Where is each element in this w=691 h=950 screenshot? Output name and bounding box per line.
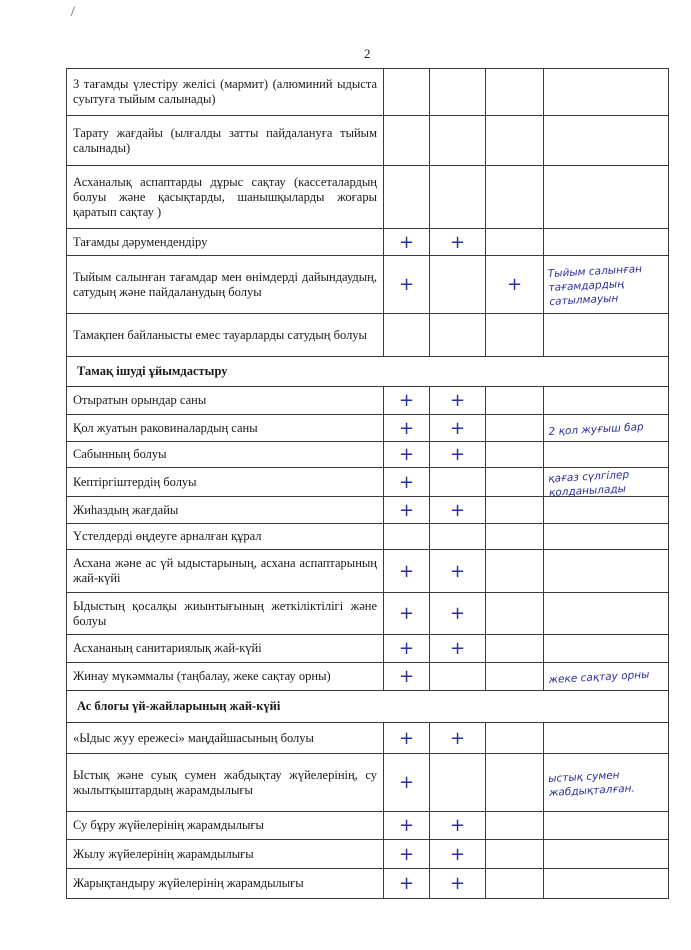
table-row (67, 635, 669, 663)
check-mark: + (430, 550, 486, 593)
check-mark (430, 468, 486, 497)
check-mark (486, 593, 544, 635)
handwritten-note: Тыйым салынған тағамдардың сатылмауын (542, 252, 670, 316)
check-mark (486, 663, 544, 691)
check-mark (430, 754, 486, 812)
check-mark: + (430, 497, 486, 524)
check-mark (486, 524, 544, 550)
table-row (67, 593, 669, 635)
table-row (67, 166, 669, 229)
check-mark: + (384, 550, 430, 593)
row-label: Асхананың санитариялық жай-күйі (67, 635, 384, 663)
check-mark: + (384, 442, 430, 468)
check-mark (384, 314, 430, 357)
check-mark: + (384, 869, 430, 899)
row-label: Кептіргіштердің болуы (67, 468, 384, 497)
check-mark (430, 663, 486, 691)
check-mark (384, 524, 430, 550)
row-label: Қол жуатын раковиналардың саны (67, 415, 384, 442)
handwritten-note (542, 162, 670, 231)
check-mark: + (384, 754, 430, 812)
check-mark: + (430, 593, 486, 635)
check-mark (486, 840, 544, 869)
row-label: Жылу жүйелерінің жарамдылығы (67, 840, 384, 869)
check-mark (384, 116, 430, 166)
check-mark (486, 116, 544, 166)
handwritten-note (542, 546, 669, 595)
check-mark (486, 415, 544, 442)
row-label: Сабынның болуы (67, 442, 384, 468)
row-label: Ыдыстың қосалқы жиынтығының жеткіліктілігі және болуы (67, 593, 384, 635)
row-label: Тағамды дәрумендендіру (67, 229, 384, 256)
check-mark: + (430, 723, 486, 754)
row-label: Асханалық аспаптарды дұрыс сақтау (кассеталардың болуы және қасықтарды, шанышқыларды жоғары қаратып сақтау ) (67, 166, 384, 229)
page-number: 2 (364, 46, 371, 61)
table-row (67, 116, 669, 166)
check-mark (486, 497, 544, 524)
check-mark (430, 314, 486, 357)
check-mark: + (384, 468, 430, 497)
section-row (67, 357, 669, 387)
section-heading: Ас блогы үй-жайларының жай-күйі (67, 691, 669, 723)
section-row (67, 691, 669, 723)
check-mark: + (384, 840, 430, 869)
check-mark: + (430, 387, 486, 415)
table-row (67, 869, 669, 899)
check-mark: + (384, 723, 430, 754)
check-mark (430, 69, 486, 116)
row-label: 3 тағамды үлестіру желісі (мармит) (алюминий ыдыста суытуға тыйым салынады) (67, 69, 384, 116)
check-mark (430, 166, 486, 229)
check-mark (486, 166, 544, 229)
handwritten-note (542, 589, 669, 637)
check-mark: + (384, 635, 430, 663)
check-mark (486, 550, 544, 593)
check-mark (486, 442, 544, 468)
check-mark: + (430, 415, 486, 442)
check-mark: + (486, 256, 544, 314)
row-label: Тарату жағдайы (ылғалды затты пайдалануға тыйым салынады) (67, 116, 384, 166)
check-mark (486, 229, 544, 256)
check-mark: + (384, 497, 430, 524)
table-row (67, 663, 669, 691)
handwritten-note: ыстық сумен жабдықталған. (542, 750, 670, 814)
check-mark: + (384, 663, 430, 691)
row-label: Тамақпен байланысты емес тауарларды сатудың болуы (67, 314, 384, 357)
check-mark: + (430, 840, 486, 869)
table-row (67, 229, 669, 256)
table-row (67, 256, 669, 314)
handwritten-note (542, 310, 669, 359)
check-mark: + (430, 229, 486, 256)
check-mark: + (384, 387, 430, 415)
check-mark: + (430, 812, 486, 840)
check-mark (430, 256, 486, 314)
inspection-checklist-table (66, 68, 669, 899)
check-mark (384, 69, 430, 116)
row-label: Жинау мүкәммалы (таңбалау, жеке сақтау орны) (67, 663, 384, 691)
table-row (67, 497, 669, 524)
check-mark (486, 812, 544, 840)
handwritten-note: 2 қол жуғыш бар (543, 411, 669, 445)
table-row (67, 314, 669, 357)
table-row (67, 812, 669, 840)
check-mark (486, 314, 544, 357)
handwritten-note (543, 865, 669, 902)
row-label: Үстелдерді өңдеуге арналған құрал (67, 524, 384, 550)
row-label: Асхана және ас үй ыдыстарының, асхана аспаптарының жай-күйі (67, 550, 384, 593)
handwritten-note (542, 65, 669, 118)
check-mark (486, 635, 544, 663)
stray-pen-mark (71, 6, 85, 19)
check-mark (486, 387, 544, 415)
check-mark: + (430, 635, 486, 663)
table-row (67, 840, 669, 869)
check-mark (486, 468, 544, 497)
check-mark: + (430, 442, 486, 468)
row-label: Жарықтандыру жүйелерінің жарамдылығы (67, 869, 384, 899)
check-mark: + (384, 256, 430, 314)
check-mark (384, 166, 430, 229)
check-mark: + (384, 229, 430, 256)
row-label: «Ыдыс жуу ережесі» маңдайшасының болуы (67, 723, 384, 754)
check-mark: + (384, 593, 430, 635)
check-mark: + (384, 812, 430, 840)
table-row (67, 387, 669, 415)
check-mark: + (430, 869, 486, 899)
check-mark (430, 524, 486, 550)
table-row (67, 754, 669, 812)
table-row (67, 442, 669, 468)
handwritten-note: жеке сақтау орны (543, 659, 669, 694)
check-mark (486, 754, 544, 812)
check-mark: + (384, 415, 430, 442)
table-row (67, 468, 669, 497)
row-label: Отыратын орындар саны (67, 387, 384, 415)
row-label: Жиһаздың жағдайы (67, 497, 384, 524)
handwritten-note (542, 112, 669, 168)
check-mark (486, 723, 544, 754)
table-row (67, 69, 669, 116)
check-mark (486, 69, 544, 116)
row-label: Су бұру жүйелерінің жарамдылығы (67, 812, 384, 840)
check-mark (486, 869, 544, 899)
section-heading: Тамақ ішуді ұйымдастыру (67, 357, 669, 387)
table-row (67, 550, 669, 593)
handwritten-note: қағаз сүлгілер қолданылады (543, 464, 669, 500)
row-label: Тыйым салынған тағамдар мен өнімдерді дайындаудың, сатудың және пайдаланудың болуы (67, 256, 384, 314)
row-label: Ыстық және суық сумен жабдықтау жүйелерінің, су жылытқыштардың жарамдылығы (67, 754, 384, 812)
check-mark (430, 116, 486, 166)
table-row (67, 723, 669, 754)
table-row (67, 524, 669, 550)
table-row (67, 415, 669, 442)
